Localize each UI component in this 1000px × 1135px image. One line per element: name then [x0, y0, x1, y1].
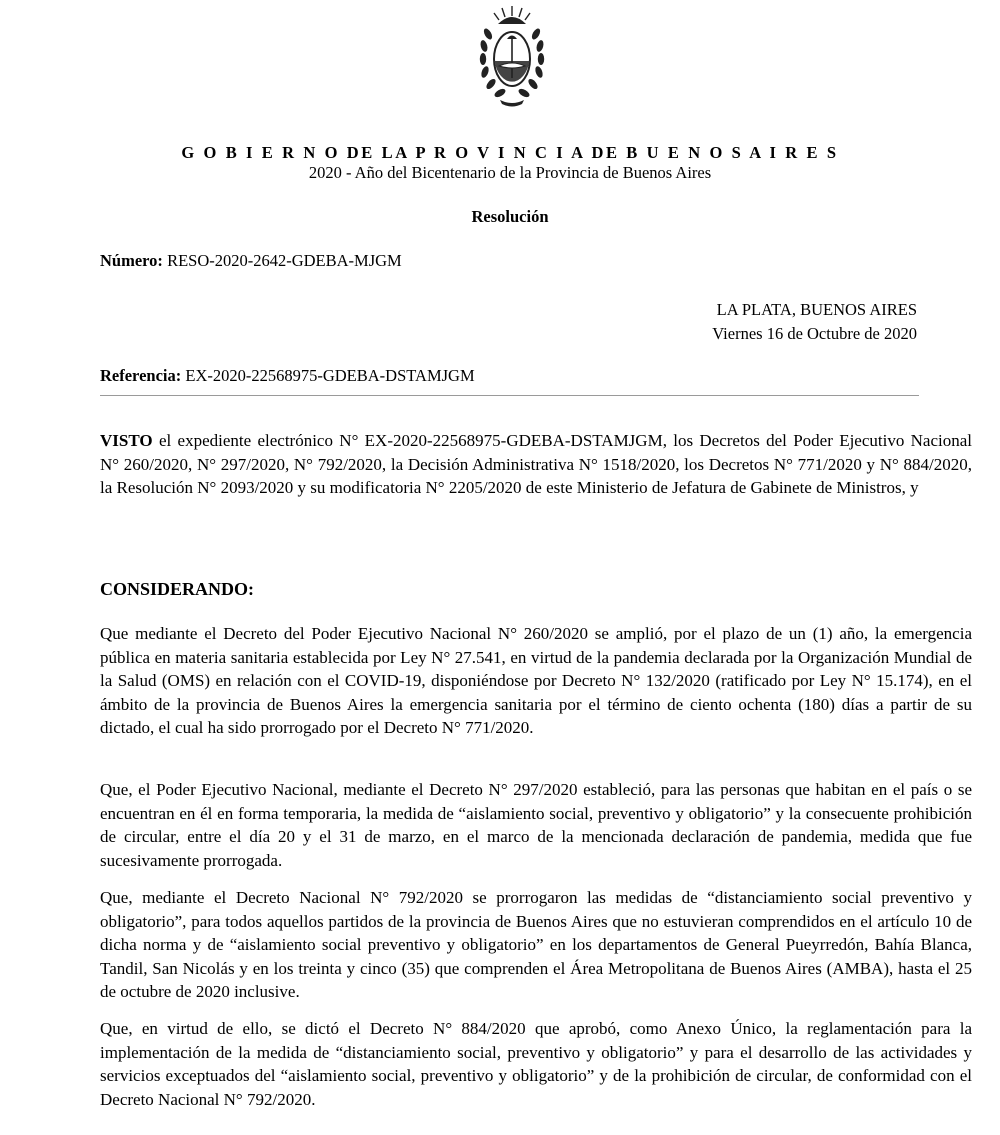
considerando-paragraph: Que, el Poder Ejecutivo Nacional, mediante el Decreto N° 297/2020 estableció, para las personas que habitan en el país o se encuentran en él en forma temporaria, la medida de “aislamiento social, preventivo y obligatorio” y la consecuente prohibición de circular, entre el día 20 y el 31 de marzo, en el marco de la mencionada declaración de pandemia, medida que fue sucesivamente prorrogada.	[100, 780, 972, 870]
government-title: G O B I E R N O DE LA P R O V I N C I A DE B U E N O S A I R E S	[181, 143, 839, 162]
resolution-number-value: RESO-2020-2642-GDEBA-MJGM	[167, 251, 402, 270]
reference-value: EX-2020-22568975-GDEBA-DSTAMJGM	[185, 366, 475, 385]
place: LA PLATA, BUENOS AIRES	[716, 300, 917, 319]
visto-text: el expediente electrónico N° EX-2020-22568975-GDEBA-DSTAMJGM, los Decretos del Poder Ejecutivo Nacional N° 260/2020, N° 297/2020, N° 792/2020, la Decisión Administrativa N° 1518/2020, los Decretos N° 771/2020 y N° 884/2020, la Resolución N° 2093/2020 y su modificatoria N° 2205/2020 de este Ministerio de Jefatura de Gabinete de Ministros, y	[100, 431, 973, 497]
considerando-paragraph: Que, en virtud de ello, se dictó el Decreto N° 884/2020 que aprobó, como Anexo Único, la reglamentación para la implementación de la medida de “distanciamiento social, preventivo y obligatorio” y para el desarrollo de las actividades y servicios exceptuados del “aislamiento social, preventivo y obligatorio” y de la prohibición de circular, de conformidad con el Decreto Nacional N° 792/2020.	[100, 1019, 972, 1109]
considerando-paragraph: Que, mediante el Decreto Nacional N° 792/2020 se prorrogaron las medidas de “distanciamiento social preventivo y obligatorio”, para todos aquellos partidos de la provincia de Buenos Aires que no estuvieran comprendidos en el artículo 10 de dicha norma y de “aislamiento social preventivo y obligatorio” en los departamentos de General Pueyrredón, Bahía Blanca, Tandil, San Nicolás y en los treinta y cinco (35) que comprenden el Área Metropolitana de Buenos Aires (AMBA), hasta el 25 de octubre de 2020 inclusive.	[100, 888, 972, 1001]
resolution-number	[100, 251, 402, 271]
date: Viernes 16 de Octubre de 2020	[712, 324, 917, 343]
reference	[100, 366, 475, 386]
year-motto: 2020 - Año del Bicentenario de la Provincia de Buenos Aires	[308, 163, 712, 182]
divider	[100, 395, 919, 396]
place-and-date	[712, 298, 917, 346]
coat-of-arms-icon	[474, 4, 550, 110]
visto-keyword: VISTO	[100, 431, 153, 450]
document-type-title: Resolución	[471, 207, 549, 226]
reference-label: Referencia:	[100, 366, 182, 385]
considerando-paragraph: Que mediante el Decreto del Poder Ejecutivo Nacional N° 260/2020 se amplió, por el plazo de un (1) año, la emergencia pública en materia sanitaria establecida por Ley N° 27.541, en virtud de la pandemia declarada por la Organización Mundial de la Salud (OMS) en relación con el COVID-19, disponiéndose por Decreto N° 132/2020 (ratificado por Ley N° 15.174), en el ámbito de la provincia de Buenos Aires la emergencia sanitaria por el término de ciento ochenta (180) días a partir de su dictado, el cual ha sido prorrogado por el Decreto N° 771/2020.	[100, 624, 972, 737]
visto-paragraph	[100, 429, 972, 500]
resolution-number-label: Número:	[100, 251, 163, 270]
considerando-heading: CONSIDERANDO:	[100, 579, 255, 599]
